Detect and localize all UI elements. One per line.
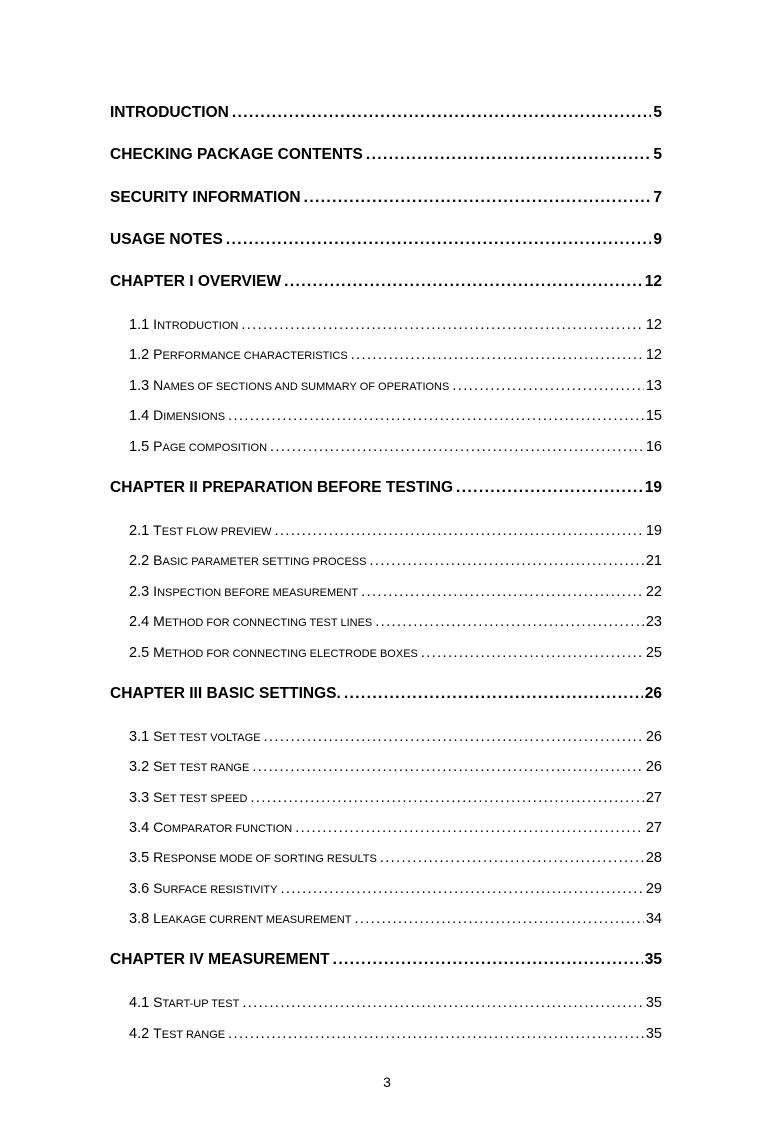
toc-entry-number: 3.4 [129,820,150,836]
toc-section-entry[interactable] [129,314,662,336]
toc-page-number: 26 [645,759,662,775]
toc-chapter-entry[interactable] [110,272,662,292]
toc-page-number: 25 [645,645,662,661]
toc-page-number: 12 [644,273,662,290]
toc-page-number: 5 [653,104,662,121]
toc-entry-title-rest: ETHOD FOR CONNECTING ELECTRODE BOXES [164,648,418,660]
toc-entry-title [153,375,449,397]
toc-entry-title: CHAPTER IV MEASUREMENT [110,951,330,968]
toc-leader-dots [375,612,644,632]
toc-entry-title: SECURITY INFORMATION [110,189,301,206]
toc-entry-title-rest: NSPECTION BEFORE MEASUREMENT [157,587,359,599]
toc-leader-dots [295,818,644,838]
toc-leader-dots [361,582,644,602]
toc-page-number: 16 [645,439,662,455]
toc-page-number: 12 [645,347,662,363]
toc-entry-title [153,642,418,664]
toc-entry-title-initial: S [153,789,163,805]
toc-entry-title-initial: S [153,880,163,896]
toc-chapter-entry[interactable] [110,188,662,208]
toc-leader-dots [333,950,643,970]
toc-leader-dots [252,757,644,777]
toc-entry-title-rest: ASIC PARAMETER SETTING PROCESS [162,556,367,568]
toc-entry-number: 1.4 [129,408,150,424]
toc-entry-title [153,314,238,336]
toc-entry-title-initial: S [153,994,163,1010]
toc-entry-title [153,908,351,930]
toc-entry-number: 4.1 [129,995,150,1011]
toc-entry-title-initial: B [153,552,163,568]
toc-entry-number: 3.1 [129,729,150,745]
toc-section-entry[interactable] [129,436,662,458]
toc-entry-title-initial: M [153,613,165,629]
toc-entry-number: 3.8 [129,911,150,927]
toc-entry-number: 3.5 [129,850,150,866]
toc-entry-title-rest: EST RANGE [161,1029,226,1041]
toc-leader-dots [228,406,644,426]
toc-entry-number: 2.4 [129,614,150,630]
toc-leader-dots [344,684,643,704]
toc-entry-title-initial: S [153,758,163,774]
toc-entry-title-initial: M [153,644,165,660]
toc-section-entry[interactable] [129,756,662,778]
toc-entry-title [153,726,260,748]
toc-entry-title-rest: ESPONSE MODE OF SORTING RESULTS [163,853,377,865]
toc-section-entry[interactable] [129,520,662,542]
toc-leader-dots [421,643,644,663]
toc-entry-title-rest: OMPARATOR FUNCTION [163,823,293,835]
toc-entry-title [153,344,348,366]
toc-page-number: 19 [645,523,662,539]
toc-section-entry[interactable] [129,1023,662,1045]
toc-entry-number: 1.5 [129,439,150,455]
table-of-contents [110,0,662,1122]
toc-chapter-entry[interactable] [110,103,662,123]
toc-leader-dots [304,188,652,208]
toc-entry-title-rest: TART-UP TEST [162,998,240,1010]
toc-section-entry[interactable] [129,405,662,427]
toc-section-entry[interactable] [129,908,662,930]
toc-leader-dots [275,521,644,541]
toc-page-number: 35 [644,951,662,968]
toc-entry-title-initial: T [153,522,162,538]
toc-page-number: 29 [645,881,662,897]
toc-entry-title: USAGE NOTES [110,231,223,248]
toc-page-number: 5 [653,146,662,163]
toc-entry-number: 2.2 [129,553,150,569]
toc-page-number: 35 [645,995,662,1011]
toc-leader-dots [232,103,652,123]
toc-entry-title-initial: I [153,316,158,332]
toc-page-number: 26 [645,729,662,745]
toc-entry-number: 4.2 [129,1026,150,1042]
toc-section-entry[interactable] [129,642,662,664]
toc-leader-dots [226,230,652,250]
toc-page-number: 35 [645,1026,662,1042]
toc-entry-title-initial: D [153,407,164,423]
toc-page-number: 26 [644,685,662,702]
toc-leader-dots [366,145,651,165]
toc-chapter-entry[interactable] [110,478,662,498]
toc-entry-title [153,550,366,572]
toc-entry-title-rest: ETHOD FOR CONNECTING TEST LINES [164,617,373,629]
toc-entry-title [153,787,247,809]
toc-page-number: 28 [645,850,662,866]
toc-page-number: 22 [645,584,662,600]
toc-entry-title [153,1023,225,1045]
toc-page-number: 12 [645,317,662,333]
toc-page-number: 15 [645,408,662,424]
toc-leader-dots [251,788,644,808]
toc-leader-dots [351,345,644,365]
toc-entry-title [153,581,358,603]
toc-entry-number: 1.3 [129,378,150,394]
toc-section-entry[interactable] [129,375,662,397]
toc-leader-dots [284,272,643,292]
toc-section-entry[interactable] [129,550,662,572]
toc-section-entry[interactable] [129,344,662,366]
toc-leader-dots [456,478,643,498]
toc-leader-dots [452,376,644,396]
toc-entry-title [153,405,225,427]
toc-entry-title-initial: P [153,346,163,362]
toc-section-entry[interactable] [129,611,662,633]
toc-section-entry[interactable] [129,878,662,900]
toc-chapter-entry[interactable] [110,950,662,970]
toc-entry-title-initial: T [153,1025,162,1041]
toc-page-number: 27 [645,790,662,806]
toc-entry-title: CHECKING PACKAGE CONTENTS [110,146,363,163]
toc-chapter-entry[interactable] [110,684,662,704]
toc-page-number: 27 [645,820,662,836]
toc-leader-dots [280,879,643,899]
toc-page-number: 34 [645,911,662,927]
toc-section-entry[interactable] [129,787,662,809]
toc-chapter-entry[interactable] [110,145,662,165]
toc-leader-dots [264,727,644,747]
toc-leader-dots [270,437,644,457]
toc-leader-dots [380,848,644,868]
toc-entry-title [153,520,271,542]
toc-entry-title-initial: R [153,849,164,865]
toc-leader-dots [228,1024,644,1044]
toc-entry-title: INTRODUCTION [110,104,229,121]
toc-entry-number: 1.2 [129,347,150,363]
toc-section-entry[interactable] [129,726,662,748]
toc-entry-title-initial: L [153,910,161,926]
toc-entry-number: 3.6 [129,881,150,897]
toc-entry-title-rest: AMES OF SECTIONS AND SUMMARY OF OPERATIONS [163,381,450,393]
toc-entry-title [153,611,372,633]
toc-entry-number: 2.5 [129,645,150,661]
toc-entry-title-rest: NTRODUCTION [157,320,239,332]
toc-entry-title [153,847,377,869]
toc-entry-number: 2.3 [129,584,150,600]
toc-entry-title: CHAPTER III BASIC SETTINGS. [110,685,341,702]
toc-entry-title-rest: EAKAGE CURRENT MEASUREMENT [160,914,352,926]
toc-entry-title-rest: EST FLOW PREVIEW [161,526,272,538]
toc-leader-dots [354,909,643,929]
toc-page-number: 9 [653,231,662,248]
toc-section-entry[interactable] [129,817,662,839]
toc-entry-title-rest: AGE COMPOSITION [162,442,268,454]
toc-entry-number: 1.1 [129,317,150,333]
toc-entry-title [153,436,267,458]
toc-entry-number: 3.2 [129,759,150,775]
toc-page-number: 7 [653,189,662,206]
page-number: 3 [383,1074,391,1090]
toc-page-number: 13 [645,378,662,394]
toc-entry-title: CHAPTER I OVERVIEW [110,273,282,290]
toc-entry-title [153,817,292,839]
toc-entry-number: 2.1 [129,523,150,539]
toc-entry-title-rest: IMENSIONS [163,411,226,423]
toc-entry-title-initial: C [153,819,164,835]
toc-chapter-entry[interactable] [110,230,662,250]
toc-entry-title-initial: N [153,377,164,393]
toc-entry-title-rest: ET TEST RANGE [162,762,250,774]
toc-entry-title [153,756,249,778]
toc-entry-number: 3.3 [129,790,150,806]
toc-entry-title [153,992,239,1014]
toc-entry-title-rest: ET TEST SPEED [162,793,248,805]
toc-page-number: 19 [644,479,662,496]
toc-leader-dots [241,315,644,335]
toc-entry-title-initial: I [153,583,158,599]
toc-entry-title-rest: URFACE RESISTIVITY [162,884,278,896]
toc-entry-title-rest: ET TEST VOLTAGE [162,732,261,744]
toc-leader-dots [369,551,643,571]
toc-page-number: 21 [645,553,662,569]
toc-leader-dots [242,993,644,1013]
toc-entry-title-initial: S [153,728,163,744]
toc-page-number: 23 [645,614,662,630]
toc-section-entry[interactable] [129,992,662,1014]
toc-entry-title-initial: P [153,438,163,454]
toc-entry-title-rest: ERFORMANCE CHARACTERISTICS [162,350,348,362]
toc-section-entry[interactable] [129,847,662,869]
toc-entry-title [153,878,277,900]
toc-entry-title: CHAPTER II PREPARATION BEFORE TESTING [110,479,454,496]
toc-section-entry[interactable] [129,581,662,603]
